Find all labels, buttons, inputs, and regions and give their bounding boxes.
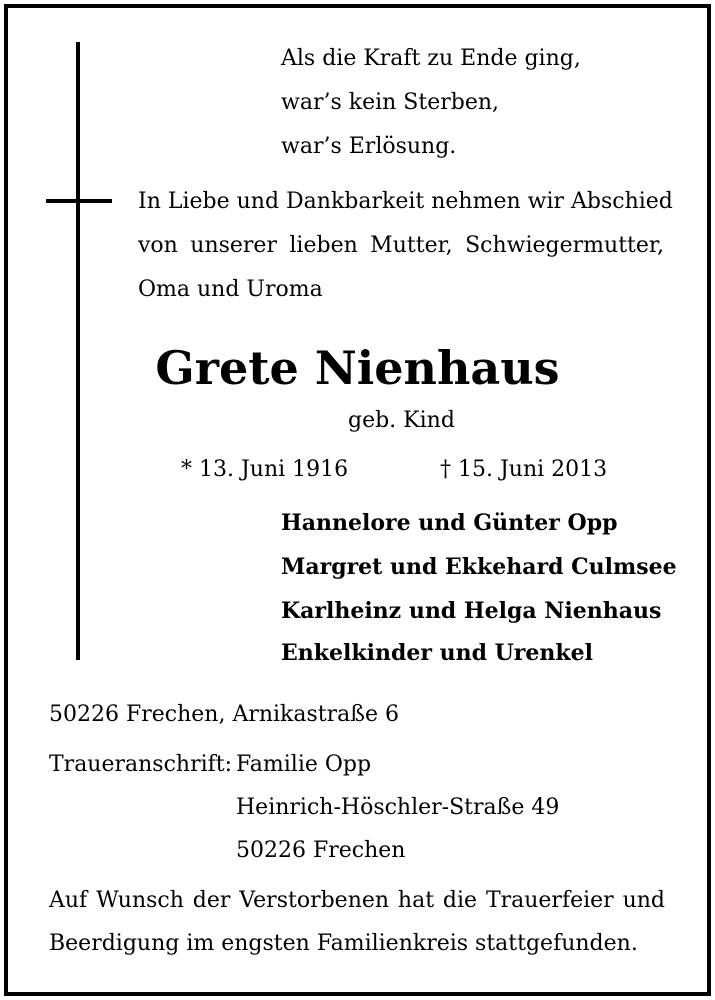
intro-line-3: Oma und Uroma <box>138 277 323 302</box>
intro-line-2: von unserer lieben Mutter, Schwiegermutter, <box>138 233 664 258</box>
poem-line-3: war’s Erlösung. <box>281 134 457 159</box>
birth-date: * 13. Juni 1916 <box>181 457 349 482</box>
mourner-3: Karlheinz und Helga Nienhaus <box>281 598 662 624</box>
poem-line-2: war’s kein Sterben, <box>281 90 500 115</box>
mourning-address-line-1: Familie Opp <box>236 752 372 777</box>
mourning-address-line-2: Heinrich-Höschler-Straße 49 <box>236 795 560 820</box>
mourning-address-label: Traueranschrift: <box>49 752 233 777</box>
poem-line-1: Als die Kraft zu Ende ging, <box>281 46 581 71</box>
mourner-4: Enkelkinder und Urenkel <box>281 640 593 666</box>
residence-address: 50226 Frechen, Arnikastraße 6 <box>49 702 399 727</box>
mourner-2: Margret und Ekkehard Culmsee <box>281 554 677 580</box>
cross-horizontal-bar <box>46 199 112 203</box>
death-date: † 15. Juni 2013 <box>440 457 608 482</box>
closing-line-2: Beerdigung im engsten Familienkreis stattgefunden. <box>49 931 638 956</box>
deceased-name: Grete Nienhaus <box>155 341 560 395</box>
intro-line-1: In Liebe und Dankbarkeit nehmen wir Abschied <box>138 189 673 214</box>
mourning-address-line-3: 50226 Frechen <box>236 838 406 863</box>
mourner-1: Hannelore und Günter Opp <box>281 510 618 536</box>
closing-line-1: Auf Wunsch der Verstorbenen hat die Trauerfeier und <box>49 888 665 913</box>
maiden-name: geb. Kind <box>348 408 455 433</box>
